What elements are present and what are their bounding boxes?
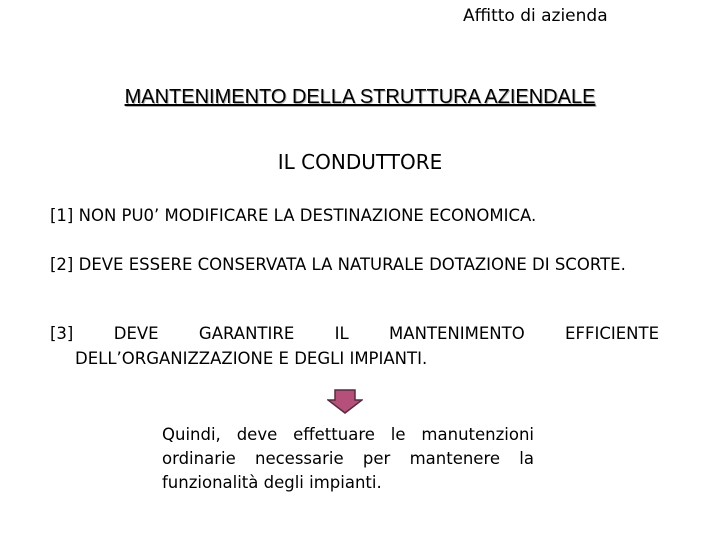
list-item: [1] NON PU0’ MODIFICARE LA DESTINAZIONE ECONOMICA.	[50, 206, 537, 225]
list-item: [3] DEVE GARANTIRE IL MANTENIMENTO EFFICIENTE DELL’ORGANIZZAZIONE E DEGLI IMPIANTI.	[50, 324, 659, 368]
list-item: [2] DEVE ESSERE CONSERVATA LA NATURALE DOTAZIONE DI SCORTE.	[50, 255, 626, 274]
down-arrow-icon	[327, 389, 363, 414]
slide-title: MANTENIMENTO DELLA STRUTTURA AZIENDALE	[124, 86, 596, 108]
conclusion-text: Quindi, deve effettuare le manutenzioni ordinarie necessarie per mantenere la funzionalità degli impianti.	[162, 425, 534, 492]
header-tag: Affitto di azienda	[463, 6, 608, 26]
slide-subtitle: IL CONDUTTORE	[277, 150, 443, 174]
